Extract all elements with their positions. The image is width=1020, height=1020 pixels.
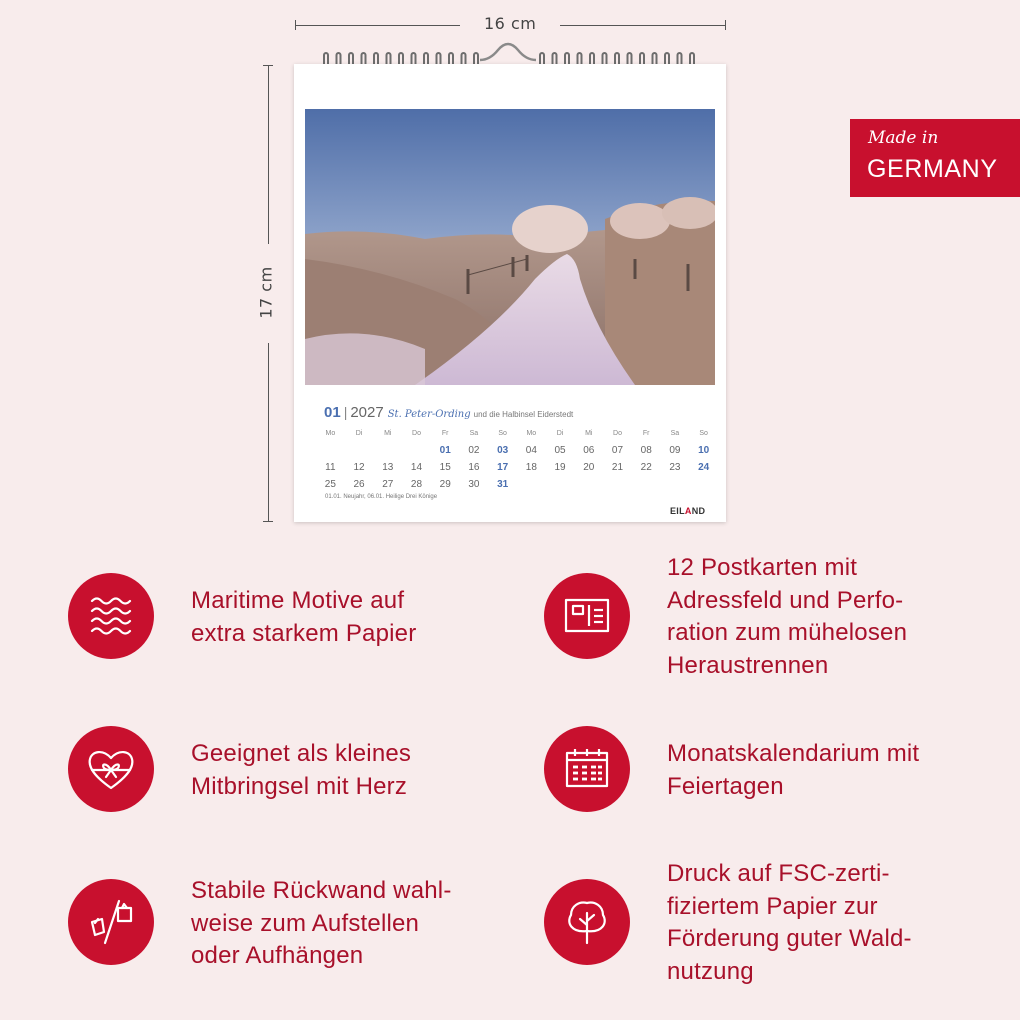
feature-line: nutzung	[667, 957, 754, 985]
calendar-day: 30	[468, 479, 480, 490]
weekday-label: Fr	[642, 430, 650, 437]
badge-made-in: Made in	[868, 128, 939, 148]
feature-fsc	[667, 858, 912, 988]
weekday-label: Mi	[585, 430, 593, 437]
weekday-label: Fr	[441, 430, 449, 437]
calendar-day: 05	[554, 445, 566, 456]
feature-gift	[191, 738, 411, 803]
calendar-day: 21	[611, 462, 624, 473]
feature-maritime	[191, 585, 416, 650]
height-dimension-line-bottom	[268, 343, 269, 522]
calendar-holidays-note: 01.01. Neujahr, 06.01. Heilige Drei Könige	[325, 494, 438, 500]
weekday-label: Sa	[469, 430, 479, 437]
feature-postcards	[667, 552, 907, 682]
weekday-label: Mo	[325, 430, 336, 437]
calendar-place: St. Peter-Ording	[387, 409, 471, 420]
calendar-day	[517, 476, 546, 493]
calendar-day: 27	[382, 479, 394, 490]
feature-line: 12 Postkarten mit	[667, 554, 858, 581]
calendar-day: 12	[353, 462, 365, 473]
calendar-day: 20	[583, 462, 595, 473]
width-dimension-line-left	[295, 25, 460, 26]
feature-backboard	[191, 875, 452, 973]
calendar-day: 31	[497, 479, 509, 490]
calendar-separator: |	[343, 404, 348, 420]
weekday-label: Do	[412, 430, 421, 437]
feature-line: oder Aufhängen	[191, 942, 364, 969]
weekday-label: So	[498, 430, 507, 437]
made-in-germany-badge	[850, 119, 1020, 197]
calendar-day: 18	[525, 462, 537, 473]
height-dimension-line-top	[268, 66, 269, 244]
calendar-day	[689, 476, 718, 493]
feature-line: Geeignet als kleines	[191, 740, 412, 767]
calendar-day: 01	[439, 445, 451, 456]
calendar-day: 06	[583, 445, 595, 456]
height-dimension-tick-bottom	[263, 521, 273, 522]
width-dimension-line-right	[560, 25, 726, 26]
calendar-day: 13	[382, 462, 394, 473]
calendar-day: 26	[353, 479, 365, 490]
calendar-day	[661, 476, 690, 493]
heart-gift-icon	[68, 726, 154, 812]
feature-calendarium	[667, 738, 919, 803]
postcard-icon	[544, 573, 630, 659]
feature-line: Stabile Rückwand wahl-	[191, 877, 452, 904]
calendar-day: 17	[497, 462, 509, 473]
feature-line: Maritime Motive auf	[191, 587, 405, 614]
weekday-label: Mi	[384, 430, 392, 437]
feature-line: Adressfeld und Perfo-	[667, 586, 904, 614]
logo-part-right: ND	[691, 506, 706, 516]
logo-part-left: EIL	[670, 506, 685, 516]
calendar-day: 25	[324, 479, 336, 490]
eiland-logo	[670, 506, 705, 516]
weekday-label: Di	[556, 430, 564, 437]
calendar-day	[546, 476, 575, 493]
calendar-day	[603, 476, 632, 493]
weekday-label: So	[699, 430, 708, 437]
weekday-label: Di	[355, 430, 363, 437]
logo-accent: A	[684, 506, 692, 516]
calendar-day: 09	[669, 445, 681, 456]
calendar-header	[324, 404, 573, 422]
calendar-day: 19	[554, 462, 566, 473]
calendar-day: 15	[439, 462, 451, 473]
weekday-label: Do	[613, 430, 622, 437]
feature-line: Förderung guter Wald-	[667, 925, 912, 952]
calendar-day: 23	[669, 462, 681, 473]
calendar-day: 07	[611, 445, 624, 456]
calendar-day	[632, 476, 661, 493]
calendar-day: 28	[410, 479, 423, 490]
calendar-day-grid	[316, 430, 718, 493]
weekday-label: Sa	[670, 430, 680, 437]
weekday-label: Mo	[526, 430, 537, 437]
calendar-day: 14	[410, 462, 423, 473]
feature-line: extra starkem Papier	[191, 619, 417, 647]
calendar-day: 02	[468, 445, 480, 456]
tree-icon	[544, 879, 630, 965]
calendar-day: 16	[468, 462, 480, 473]
wall-calendar	[294, 64, 726, 522]
feature-line: Heraustrennen	[667, 651, 829, 679]
feature-line: Mitbringsel mit Herz	[191, 772, 408, 800]
height-dimension-tick-top	[263, 65, 273, 66]
calendar-icon	[544, 726, 630, 812]
feature-line: fiziertem Papier zur	[667, 892, 878, 920]
feature-line: ration zum mühelosen	[667, 619, 908, 646]
calendar-region: und die Halbinsel Eiderstedt	[473, 410, 574, 419]
height-dimension-label: 17 cm	[256, 266, 276, 319]
calendar-year: 2027	[350, 404, 384, 421]
calendar-day: 10	[698, 445, 710, 456]
width-dimension-tick-left	[295, 20, 296, 30]
calendar-day	[373, 442, 402, 459]
calendar-day: 04	[525, 445, 537, 456]
stand-hang-icon	[68, 879, 154, 965]
calendar-day: 11	[325, 462, 336, 473]
calendar-day: 08	[640, 445, 652, 456]
feature-line: Druck auf FSC-zerti-	[667, 860, 890, 887]
calendar-photo	[305, 109, 715, 385]
calendar-day	[402, 442, 431, 459]
calendar-day: 22	[640, 462, 652, 473]
width-dimension-label: 16 cm	[484, 14, 537, 33]
calendar-day: 29	[439, 479, 451, 490]
width-dimension-tick-right	[725, 20, 726, 30]
calendar-month: 01	[324, 404, 341, 421]
waves-icon	[68, 573, 154, 659]
feature-line: weise zum Aufstellen	[191, 909, 420, 937]
feature-line: Monatskalendarium mit	[667, 740, 920, 767]
calendar-day: 03	[497, 445, 509, 456]
calendar-day: 24	[698, 462, 710, 473]
badge-germany: GERMANY	[867, 155, 998, 183]
calendar-day	[345, 442, 374, 459]
calendar-day	[316, 442, 345, 459]
calendar-day	[574, 476, 603, 493]
feature-line: Feiertagen	[667, 772, 784, 800]
